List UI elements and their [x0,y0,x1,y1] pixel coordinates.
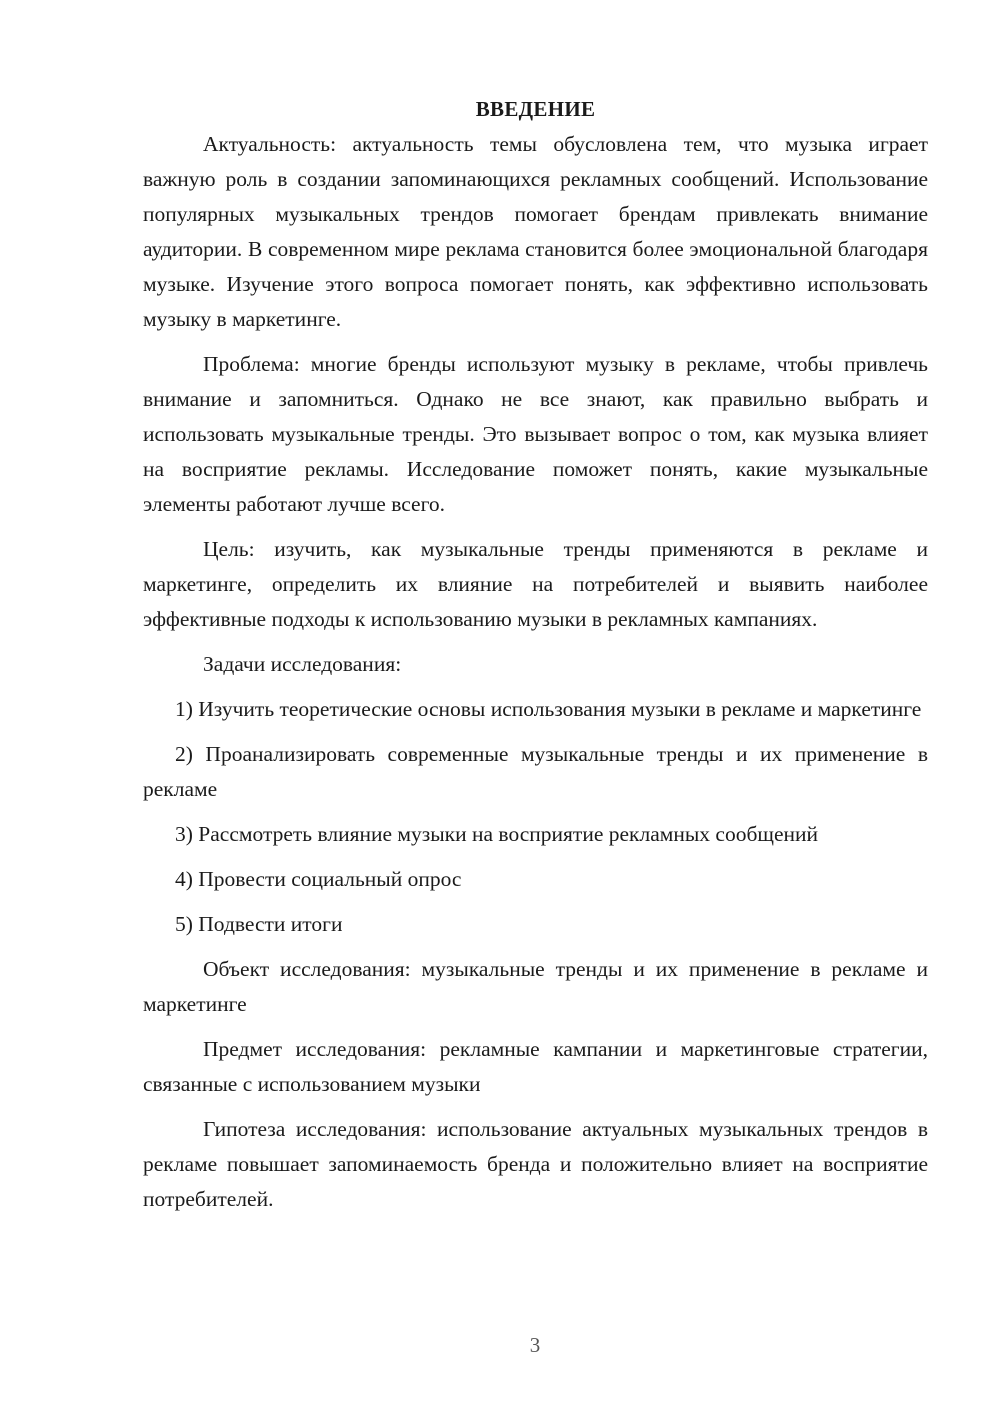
task-item-2: 2) Проанализировать современные музыкальные тренды и их применение в рекламе [143,742,928,801]
task-item-1: 1) Изучить теоретические основы использования музыки в рекламе и маркетинге [175,697,922,721]
paragraph-goal: Цель: изучить, как музыкальные тренды применяются в рекламе и маркетинге, определить их влияние на потребителей и выявить наиболее эффективные подходы к использованию музыки в рекламных кампаниях. [143,537,928,631]
page-title: ВВЕДЕНИЕ [475,97,596,121]
task-item-3: 3) Рассмотреть влияние музыки на восприятие рекламных сообщений [175,822,819,846]
paragraph-hypothesis: Гипотеза исследования: использование актуальных музыкальных трендов в рекламе повышает запоминаемость бренда и положительно влияет на восприятие потребителей. [143,1117,928,1211]
paragraph-problem: Проблема: многие бренды используют музыку в рекламе, чтобы привлечь внимание и запомниться. Однако не все знают, как правильно выбрать и использовать музыкальные тренды. Это вызывает вопрос о том, как музыка влияет на восприятие рекламы. Исследование поможет понять, какие музыкальные элементы работают лучше всего. [143,352,928,516]
paragraph-object: Объект исследования: музыкальные тренды и их применение в рекламе и маркетинге [143,957,928,1016]
document-page [143,92,928,1227]
task-item-4: 4) Провести социальный опрос [175,867,462,891]
page-number: 3 [529,1333,541,1357]
paragraph-subject: Предмет исследования: рекламные кампании и маркетинговые стратегии, связанные с использованием музыки [143,1037,928,1096]
task-item-5: 5) Подвести итоги [175,912,343,936]
paragraph-relevance: Актуальность: актуальность темы обусловлена тем, что музыка играет важную роль в создании запоминающихся рекламных сообщений. Использование популярных музыкальных трендов помогает брендам привлекать внимание аудитории. В современном мире реклама становится более эмоциональной благодаря музыке. Изучение этого вопроса помогает понять, как эффективно использовать музыку в маркетинге. [143,132,928,331]
paragraph-tasks-heading: Задачи исследования: [203,652,402,676]
